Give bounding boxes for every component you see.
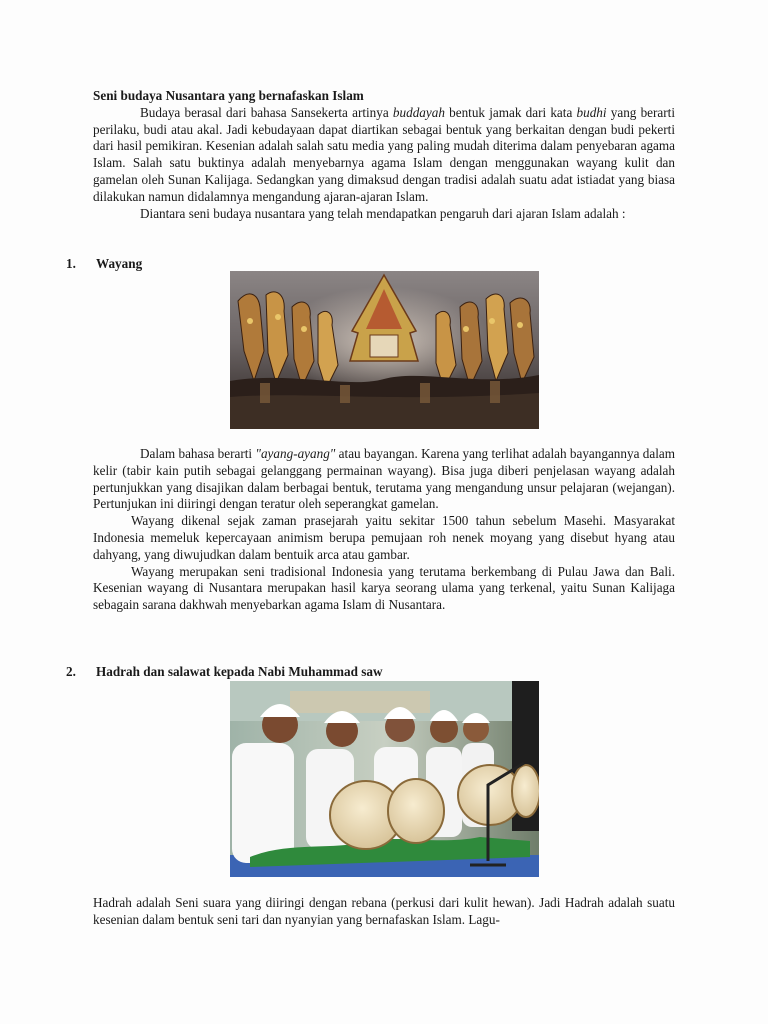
- section-1-number: 1.: [66, 256, 76, 271]
- wayang-photo: [230, 271, 539, 429]
- wayang-paragraph-3: Wayang merupakan seni tradisional Indonesia yang terutama berkembang di Pulau Jawa dan Bali. Kesenian wayang di Nusantara merupakan hasil karya seorang ulama yang terkenal, yaitu Sunan Kalijaga sebagain sarana dakhwah menyebarkan agama Islam di Nusantara.: [93, 563, 675, 613]
- section-2-body: [93, 895, 675, 929]
- hadrah-photo: [230, 681, 539, 877]
- section-2-number: 2.: [66, 664, 76, 679]
- term-ayang-ayang: "ayang-ayang": [255, 446, 336, 461]
- section-1-heading: Wayang: [96, 256, 143, 271]
- wayang-text: atau bayangan. Karena yang terlihat adalah bayangannya dalam kelir (tabir kain putih sebagai gelanggang permainan wayang). Bisa juga diberi penjelasan wayang adalah pertunjukkan yang disajikan dalam berbagai bentuk, terutama yang mengandung unsur pelajaran (wejangan). Pertunjukan ini diiringi dengan teratur oleh seperangkat gamelan.: [93, 446, 675, 512]
- term-buddayah: buddayah: [392, 104, 445, 120]
- term-budhi: budhi: [576, 104, 607, 120]
- intro-block: [93, 88, 675, 222]
- intro-text: bentuk jamak dari kata: [444, 104, 577, 120]
- section-1-body: [93, 446, 675, 614]
- intro-text: Budaya berasal dari bahasa Sansekerta artinya: [140, 104, 393, 120]
- section-2-heading: Hadrah dan salawat kepada Nabi Muhammad saw: [96, 664, 383, 679]
- document-title: Seni budaya Nusantara yang bernafaskan Islam: [93, 88, 364, 103]
- wayang-text: Dalam bahasa berarti: [140, 446, 256, 461]
- hadrah-paragraph-1: Hadrah adalah Seni suara yang diiringi dengan rebana (perkusi dari kulit hewan). Jadi Hadrah adalah suatu kesenian dalam bentuk seni tari dan nyanyian yang bernafaskan Islam. Lagu-: [93, 895, 675, 927]
- intro-paragraph-2: Diantara seni budaya nusantara yang telah mendapatkan pengaruh dari ajaran Islam adalah :: [140, 205, 626, 221]
- intro-text: yang berarti perilaku, budi atau akal. Jadi kebudayaan dapat diartikan sebagai bentuk yang berkaitan dengan budi pekerti dari hasil pemikiran. Kesenian adalah salah satu media yang paling mudah diterima dalam penyebaran agama Islam. Salah satu buktinya adalah menyebarnya agama Islam dengan menggunakan wayang kulit dan gamelan oleh Sunan Kalijaga. Sedangkan yang dimaksud dengan tradisi adalah suatu adat istiadat yang biasa dilakukan namun didalamnya mengandung ajaran-ajaran Islam.: [93, 104, 675, 204]
- wayang-paragraph-1: [93, 446, 675, 513]
- wayang-paragraph-2: Wayang dikenal sejak zaman prasejarah yaitu sekitar 1500 tahun sebelum Masehi. Masyarakat Indonesia memeluk kepercayaan animism berupa pemujaan roh nenek moyang yang disebut hyang atau dahyang, yang diwujudkan dalam bentuik arca atau gambar.: [93, 513, 675, 562]
- intro-paragraph-1: [93, 105, 675, 206]
